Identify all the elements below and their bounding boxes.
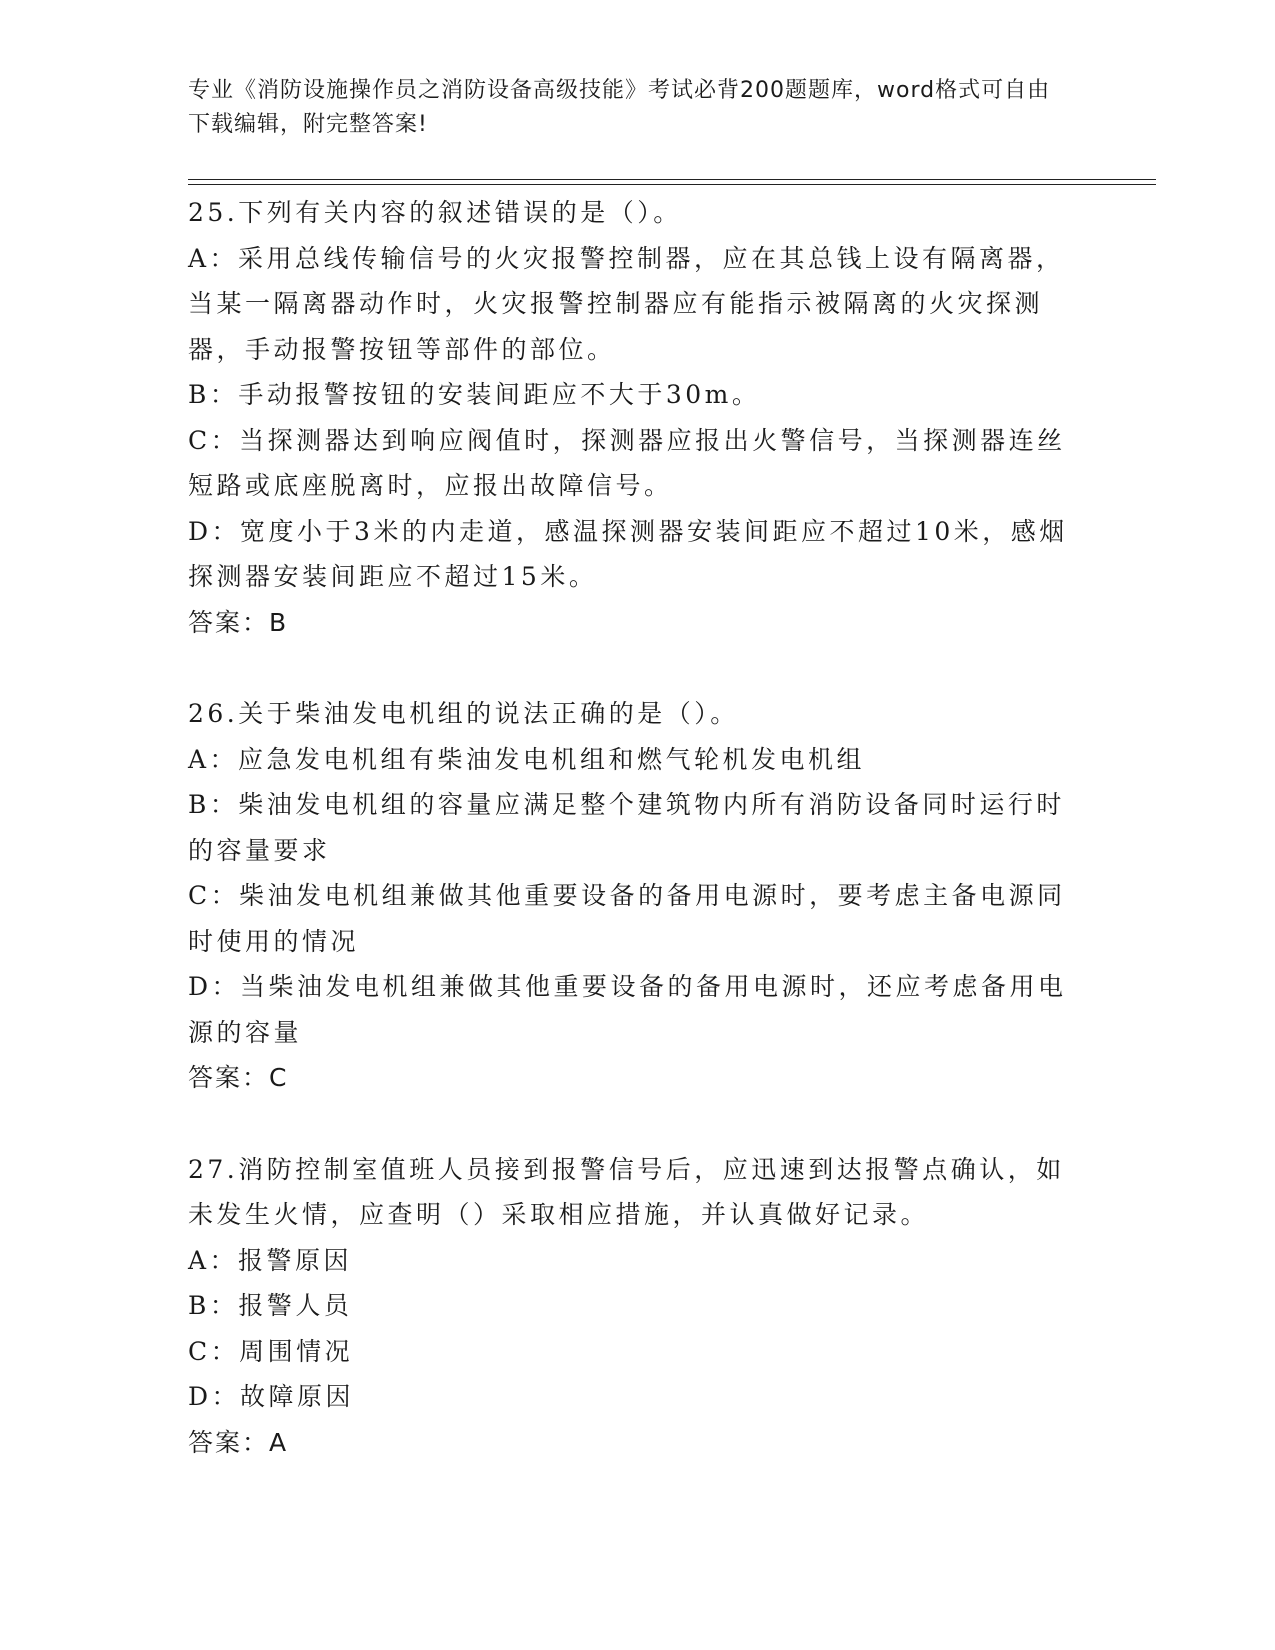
option-a: A：报警原因 xyxy=(188,1245,353,1275)
header-rule-bottom xyxy=(188,184,1156,185)
answer-text: 答案：A xyxy=(188,1427,289,1457)
question-27 xyxy=(188,1147,1088,1466)
option-b: B：报警人员 xyxy=(188,1291,353,1320)
option-d: D：宽度小于3米的内走道，感温探测器安装间距应不超过10米，感烟探测器安装间距应不超过15米。 xyxy=(188,516,1068,591)
option-b: B：手动报警按钮的安装间距应不大于30m。 xyxy=(188,380,761,409)
question-26 xyxy=(188,691,1088,1101)
question-stem: 27.消防控制室值班人员接到报警信号后，应迅速到达报警点确认，如未发生火情，应查明（）采取相应措施，并认真做好记录。 xyxy=(188,1154,1065,1229)
option-a: A：采用总线传输信号的火灾报警控制器，应在其总钱上设有隔离器，当某一隔离器动作时，火灾报警控制器应有能指示被隔离的火灾探测器，手动报警按钮等部件的部位。 xyxy=(188,243,1065,364)
option-b: B：柴油发电机组的容量应满足整个建筑物内所有消防设备同时运行时的容量要求 xyxy=(188,790,1065,865)
option-c: C：周围情况 xyxy=(188,1336,354,1366)
option-d: D：当柴油发电机组兼做其他重要设备的备用电源时，还应考虑备用电源的容量 xyxy=(188,972,1067,1047)
option-c: C：柴油发电机组兼做其他重要设备的备用电源时，要考虑主备电源同时使用的情况 xyxy=(188,881,1066,956)
option-d: D：故障原因 xyxy=(188,1382,355,1411)
page-header: 专业《消防设施操作员之消防设备高级技能》考试必背200题题库，word格式可自由下载编辑，附完整答案! xyxy=(188,78,1051,137)
option-c: C：当探测器达到响应阀值时，探测器应报出火警信号，当探测器连丝短路或底座脱离时，应报出故障信号。 xyxy=(188,425,1066,500)
question-stem: 26.关于柴油发电机组的说法正确的是（）。 xyxy=(188,699,739,728)
option-a: A：应急发电机组有柴油发电机组和燃气轮机发电机组 xyxy=(188,744,866,774)
answer-text: 答案：B xyxy=(188,607,289,637)
answer-text: 答案：C xyxy=(188,1063,289,1092)
header-rule-top xyxy=(188,179,1156,180)
question-list xyxy=(188,190,1088,1465)
question-stem: 25.下列有关内容的叙述错误的是（）。 xyxy=(188,198,682,227)
question-25 xyxy=(188,190,1088,645)
